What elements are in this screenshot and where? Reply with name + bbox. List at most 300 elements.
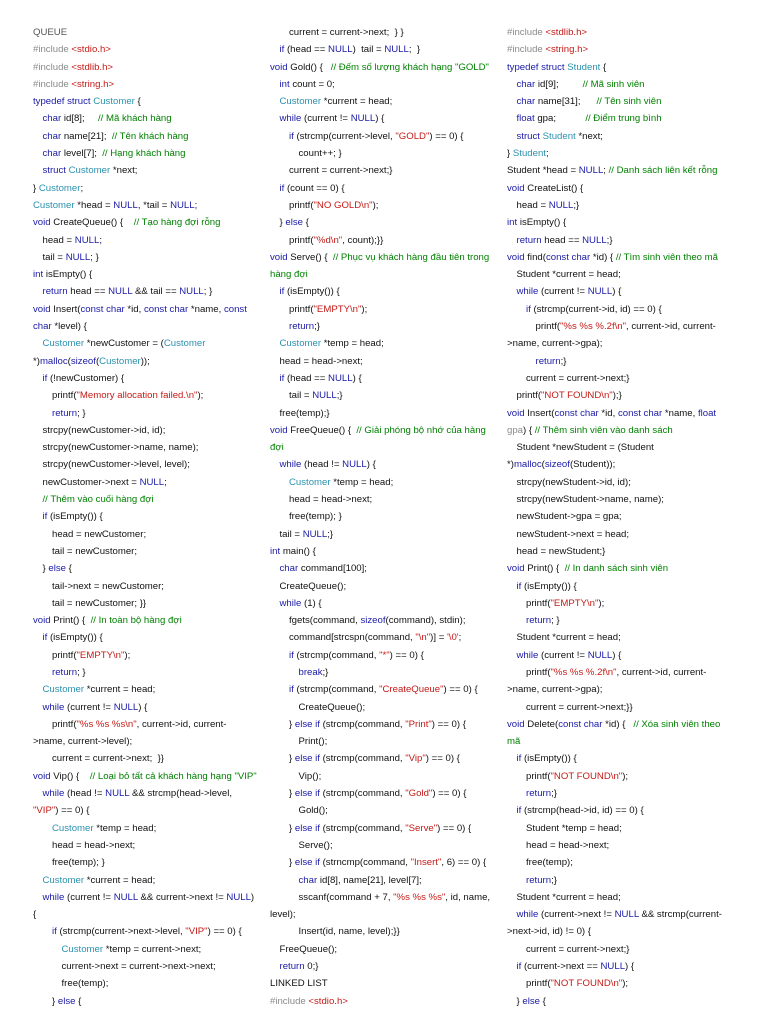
code-token: } xyxy=(289,788,295,800)
code-line xyxy=(270,197,500,214)
code-token: Customer xyxy=(68,165,111,177)
code-token: current = current->next;}} xyxy=(526,701,633,713)
code-token: ) == 0) { xyxy=(443,684,478,696)
code-line xyxy=(507,785,742,802)
code-token: } xyxy=(42,563,49,575)
code-line xyxy=(507,664,742,681)
code-token: NULL xyxy=(582,234,607,246)
code-token: NULL xyxy=(113,891,138,903)
code-token: Student *newStudent = (Student xyxy=(516,442,654,454)
code-token: else xyxy=(57,995,76,1007)
code-line xyxy=(507,837,742,854)
code-token: if xyxy=(516,805,524,817)
code-line xyxy=(33,750,263,767)
code-token: Student *current = head; xyxy=(516,891,621,903)
code-line xyxy=(33,612,263,629)
code-line xyxy=(270,647,500,664)
code-line xyxy=(33,889,263,906)
code-token: (strcmp(current->level, xyxy=(296,130,396,142)
code-token: // Điểm trung bình xyxy=(585,113,662,125)
code-token: } xyxy=(52,995,58,1007)
code-token: if xyxy=(289,649,297,661)
code-token: find( xyxy=(527,251,546,263)
code-token: void xyxy=(270,61,291,73)
code-line xyxy=(33,578,263,595)
code-token: ;} xyxy=(573,199,580,211)
code-line xyxy=(270,664,500,681)
code-token: while xyxy=(516,909,542,921)
code-token: // Danh sách liên kết rỗng xyxy=(608,165,718,177)
code-line xyxy=(270,543,500,560)
code-line xyxy=(270,59,500,76)
code-token: // Thêm sinh viên vào danh sách xyxy=(534,424,673,436)
code-line xyxy=(33,405,263,422)
code-token: char xyxy=(33,321,55,333)
code-line xyxy=(270,612,500,629)
code-line xyxy=(270,699,500,716)
code-token: (isEmpty()) { xyxy=(286,286,340,298)
code-token: NULL xyxy=(342,459,367,471)
code-token: } xyxy=(289,753,295,765)
code-line xyxy=(33,456,263,473)
code-token: isEmpty() { xyxy=(45,269,93,281)
code-token: // Tìm sinh viên theo mã xyxy=(615,251,719,263)
code-token: char xyxy=(42,113,64,125)
code-token: *name, xyxy=(664,407,698,419)
code-token: free(temp); } xyxy=(52,857,105,869)
code-token: ;} xyxy=(327,528,334,540)
code-line xyxy=(270,716,500,733)
code-line xyxy=(270,249,500,266)
code-line xyxy=(507,405,742,422)
code-token: *id) { xyxy=(605,718,634,730)
code-token: newCustomer->next = xyxy=(42,476,140,488)
code-token: const char xyxy=(143,303,191,315)
code-token: printf( xyxy=(526,666,551,678)
code-token: *temp = head; xyxy=(330,476,394,488)
code-token: void xyxy=(507,718,528,730)
code-line xyxy=(33,975,263,992)
code-token: (strcmp(current->next->level, xyxy=(59,926,186,938)
code-token: tail = xyxy=(42,251,66,263)
code-token: (current != xyxy=(304,113,351,125)
code-line xyxy=(507,750,742,767)
code-line xyxy=(33,560,263,577)
code-token: void xyxy=(33,770,54,782)
code-token: && current->next != xyxy=(137,891,227,903)
code-line xyxy=(507,318,742,335)
code-token: <string.h> xyxy=(545,44,589,56)
code-token: void xyxy=(507,182,528,194)
code-token: (strcmp(command, xyxy=(296,684,380,696)
code-token: CreateQueue(); xyxy=(298,701,366,713)
code-line xyxy=(507,543,742,560)
code-token: void xyxy=(507,251,528,263)
code-token: NULL xyxy=(302,528,328,540)
code-token: Delete( xyxy=(527,718,559,730)
code-token: return xyxy=(279,961,308,973)
code-token: *temp = head; xyxy=(321,338,384,350)
code-token: ; } xyxy=(203,286,213,298)
code-token: } xyxy=(289,857,295,869)
code-token: "Insert" xyxy=(410,857,442,869)
code-line xyxy=(33,629,263,646)
code-token: FreeQueue() { xyxy=(290,424,357,436)
code-token: ( xyxy=(67,355,71,367)
code-token: while xyxy=(42,701,68,713)
code-column-1 xyxy=(33,24,263,1010)
code-token: (isEmpty()) { xyxy=(523,753,577,765)
code-token: { xyxy=(65,563,72,575)
code-line xyxy=(33,266,263,283)
code-token: "VIP" xyxy=(33,805,56,817)
code-token: while xyxy=(42,788,68,800)
code-line xyxy=(270,387,500,404)
code-line xyxy=(507,422,742,439)
code-line xyxy=(270,162,500,179)
code-token: mã xyxy=(507,736,521,748)
code-token: "Gold" xyxy=(405,788,433,800)
code-token: *) xyxy=(507,459,514,471)
code-token: ) == 0) { xyxy=(425,753,460,765)
code-token: head = xyxy=(42,234,75,246)
code-token: <string.h> xyxy=(71,78,115,90)
code-token: 0;} xyxy=(307,961,319,973)
code-token: // Thêm vào cuối hàng đợi xyxy=(42,494,154,506)
code-line xyxy=(507,41,742,58)
code-token: ) == 0) { xyxy=(432,788,467,800)
code-line xyxy=(507,578,742,595)
code-column-3 xyxy=(507,24,742,1010)
code-token: while xyxy=(279,459,305,471)
code-token: strcpy(newStudent->id, id); xyxy=(516,476,631,488)
code-token: )] = xyxy=(430,632,447,644)
code-line xyxy=(270,802,500,819)
code-token: ) { xyxy=(366,459,376,471)
code-token: tail->next = newCustomer; xyxy=(52,580,164,592)
code-token: const char xyxy=(554,407,602,419)
code-token: Student *temp = head; xyxy=(526,822,622,834)
code-token: >next->id, id) != 0) { xyxy=(507,926,591,938)
code-line xyxy=(270,923,500,940)
code-token: (!newCustomer) { xyxy=(49,372,125,384)
code-line xyxy=(507,59,742,76)
code-token: void xyxy=(33,303,54,315)
code-line xyxy=(33,93,263,110)
code-token: *) xyxy=(33,355,40,367)
code-token: >name, current->gpa); xyxy=(507,338,603,350)
code-line xyxy=(270,214,500,231)
code-line xyxy=(270,681,500,698)
code-token: ; } xyxy=(551,615,560,627)
code-line xyxy=(270,491,500,508)
code-token: Gold() { xyxy=(290,61,331,73)
code-line xyxy=(33,508,263,525)
code-line xyxy=(507,335,742,352)
code-token: void xyxy=(507,563,528,575)
code-line xyxy=(507,508,742,525)
code-line xyxy=(33,802,263,819)
code-token: #include xyxy=(507,27,546,38)
code-line xyxy=(507,958,742,975)
code-token: "NO GOLD\n" xyxy=(313,199,373,211)
code-token: "EMPTY\n" xyxy=(550,597,599,609)
code-token: void xyxy=(33,615,54,627)
code-token: ( xyxy=(95,355,100,367)
code-token: // In danh sách sinh viên xyxy=(564,563,669,575)
code-token: void xyxy=(270,424,291,436)
code-line xyxy=(270,733,500,750)
code-token: // Hạng khách hàng xyxy=(102,148,186,160)
code-line xyxy=(507,872,742,889)
code-token: Customer xyxy=(61,943,104,955)
code-token: *current = head; xyxy=(84,874,156,886)
code-token: *id) { xyxy=(592,251,616,263)
code-line xyxy=(507,456,742,473)
code-token: "NOT FOUND\n" xyxy=(550,770,623,782)
code-token: malloc xyxy=(513,459,542,471)
code-token: ; } xyxy=(77,407,86,419)
code-token: ); xyxy=(197,390,204,402)
code-token: tail = newCustomer; }} xyxy=(52,597,147,609)
code-line xyxy=(33,993,263,1010)
code-token: name[31]; xyxy=(537,96,597,108)
code-token: (strcmp(command, xyxy=(322,718,406,730)
code-token: *id, xyxy=(601,407,618,419)
code-token: ; } xyxy=(408,44,421,56)
code-line xyxy=(33,837,263,854)
code-line xyxy=(507,491,742,508)
code-line xyxy=(33,681,263,698)
code-token: *level) { xyxy=(54,321,87,333)
code-token: while xyxy=(516,649,542,661)
code-line xyxy=(33,335,263,352)
code-token: >name, current->level); xyxy=(33,736,133,748)
code-token: int xyxy=(33,269,46,281)
code-line xyxy=(270,785,500,802)
code-token: else xyxy=(48,563,66,575)
code-token: Student xyxy=(567,61,601,73)
code-line xyxy=(270,889,500,906)
code-line xyxy=(33,664,263,681)
code-token: while xyxy=(516,286,542,298)
code-line xyxy=(507,768,742,785)
code-token: // Loại bỏ tất cả khách hàng hạng "VIP" xyxy=(89,770,257,782)
code-token: Customer xyxy=(38,182,81,194)
code-token: (command), stdin); xyxy=(385,615,466,627)
code-token: const char xyxy=(558,718,606,730)
code-line xyxy=(270,422,500,439)
code-line xyxy=(270,145,500,162)
code-line xyxy=(507,854,742,871)
code-token: QUEUE xyxy=(33,27,68,38)
code-token: NULL xyxy=(328,44,353,56)
code-token: { xyxy=(600,61,607,73)
code-token: return xyxy=(535,355,561,367)
code-token: while xyxy=(279,113,305,125)
code-token: ) == 0) { xyxy=(429,130,464,142)
code-token: return xyxy=(526,788,552,800)
code-token: (isEmpty()) { xyxy=(49,632,103,644)
code-token: "Memory allocation failed.\n" xyxy=(76,390,198,402)
code-token: ; xyxy=(194,199,198,211)
code-token: int xyxy=(507,217,520,229)
code-line xyxy=(507,474,742,491)
code-line xyxy=(33,439,263,456)
code-token: ;} xyxy=(314,321,320,333)
code-token: (head != xyxy=(67,788,106,800)
code-token: char xyxy=(516,96,538,108)
code-token: ) == 0) { xyxy=(437,822,472,834)
code-token: tail = newCustomer; xyxy=(52,545,138,557)
code-line xyxy=(33,941,263,958)
code-token: "EMPTY\n" xyxy=(313,303,362,315)
code-token: const char xyxy=(617,407,665,419)
code-line xyxy=(33,180,263,197)
code-token: "%s %s %.2f\n" xyxy=(550,666,617,678)
code-token: // Xóa sinh viên theo xyxy=(633,718,721,730)
code-token: } xyxy=(289,718,295,730)
code-token: return xyxy=(516,234,545,246)
code-token: ; xyxy=(603,165,609,177)
code-token: ;} xyxy=(560,355,567,367)
code-line xyxy=(33,958,263,975)
code-token: main() { xyxy=(282,545,316,557)
code-line xyxy=(33,906,263,923)
code-line xyxy=(507,941,742,958)
code-token: Customer xyxy=(289,476,331,488)
code-line xyxy=(33,491,263,508)
code-line xyxy=(33,145,263,162)
code-token: command[100]; xyxy=(300,563,367,575)
code-token: #include xyxy=(33,44,72,56)
code-token: ) { xyxy=(375,113,385,125)
code-line xyxy=(507,595,742,612)
code-line xyxy=(33,249,263,266)
code-token: else if xyxy=(294,788,323,800)
code-token: head = xyxy=(516,199,549,211)
code-line xyxy=(507,526,742,543)
code-token: printf( xyxy=(52,718,77,730)
code-line xyxy=(507,612,742,629)
code-token: ; xyxy=(99,234,102,246)
code-line xyxy=(33,647,263,664)
code-token: >name, current->gpa); xyxy=(507,684,603,696)
code-token: (1) { xyxy=(304,597,322,609)
code-token: NULL xyxy=(139,476,165,488)
code-line xyxy=(507,681,742,698)
code-line xyxy=(507,733,742,750)
code-line xyxy=(507,647,742,664)
code-token: <stdio.h> xyxy=(308,995,348,1007)
code-token: void xyxy=(270,251,291,263)
code-token: "VIP" xyxy=(185,926,208,938)
code-line xyxy=(270,456,500,473)
code-line xyxy=(507,180,742,197)
code-token: if xyxy=(289,130,297,142)
code-token: break xyxy=(298,666,323,678)
code-token: );} xyxy=(612,390,622,402)
code-token: id[9]; xyxy=(537,78,583,90)
code-token: ( xyxy=(541,459,545,471)
code-token: NULL xyxy=(587,286,613,298)
code-token: char xyxy=(42,148,64,160)
code-token: return xyxy=(526,615,552,627)
code-line xyxy=(33,820,263,837)
code-token: // Tên khách hàng xyxy=(111,130,189,142)
code-token: Customer xyxy=(163,338,206,350)
code-line xyxy=(33,24,263,41)
code-token: // Phục vụ khách hàng đầu tiên trong xyxy=(332,251,490,263)
code-token: gpa xyxy=(507,424,524,436)
code-line xyxy=(507,629,742,646)
code-token: malloc xyxy=(39,355,68,367)
code-token: "\n" xyxy=(415,632,431,644)
code-token: gpa; xyxy=(537,113,586,125)
code-line xyxy=(270,405,500,422)
code-token: ) == 0) { xyxy=(55,805,90,817)
code-token: head = head->next; xyxy=(52,839,136,851)
code-token: while xyxy=(42,891,68,903)
code-token: current = current->next;} xyxy=(526,943,630,955)
code-token: ); xyxy=(372,199,379,211)
code-token: Insert( xyxy=(527,407,555,419)
code-token: "%s %s %s\n" xyxy=(76,718,137,730)
code-line xyxy=(507,266,742,283)
code-line xyxy=(507,993,742,1010)
code-token: Student xyxy=(512,148,546,160)
code-token: return xyxy=(42,286,71,298)
code-token: NULL xyxy=(105,788,130,800)
code-line xyxy=(507,353,742,370)
code-token: "*" xyxy=(379,649,390,661)
code-token: printf( xyxy=(526,978,551,990)
code-line xyxy=(270,958,500,975)
code-line xyxy=(507,301,742,318)
code-line xyxy=(33,768,263,785)
code-line xyxy=(507,110,742,127)
code-token: const char xyxy=(545,251,593,263)
code-token: NULL xyxy=(226,891,251,903)
code-token: FreeQueue(); xyxy=(279,943,338,955)
code-line xyxy=(507,387,742,404)
code-token: Serve(); xyxy=(298,839,333,851)
code-token: Insert(id, name, level);}} xyxy=(298,926,400,938)
code-token: Customer xyxy=(93,96,135,108)
code-token: (strcmp(command, xyxy=(322,822,406,834)
code-token: NULL xyxy=(113,701,139,713)
code-line xyxy=(33,422,263,439)
code-token: ) { xyxy=(523,424,535,436)
code-token: // In toàn bộ hàng đợi xyxy=(90,615,182,627)
code-token: sizeof xyxy=(544,459,570,471)
code-token: NULL xyxy=(328,372,353,384)
code-token: NULL xyxy=(614,909,639,921)
code-line xyxy=(270,180,500,197)
code-token: current->next = current->next->next; xyxy=(61,961,216,973)
code-token: current = current->next;} xyxy=(526,372,630,384)
code-token: head == xyxy=(70,286,109,298)
code-token: Customer xyxy=(99,355,141,367)
code-token: , current->id, current- xyxy=(626,321,716,333)
code-token: if xyxy=(42,511,50,523)
code-line xyxy=(507,439,742,456)
code-token: return xyxy=(52,666,78,678)
code-token: const char xyxy=(80,303,128,315)
code-token: struct xyxy=(516,130,543,142)
code-token: ; } xyxy=(77,666,86,678)
code-token: level); xyxy=(270,909,296,921)
